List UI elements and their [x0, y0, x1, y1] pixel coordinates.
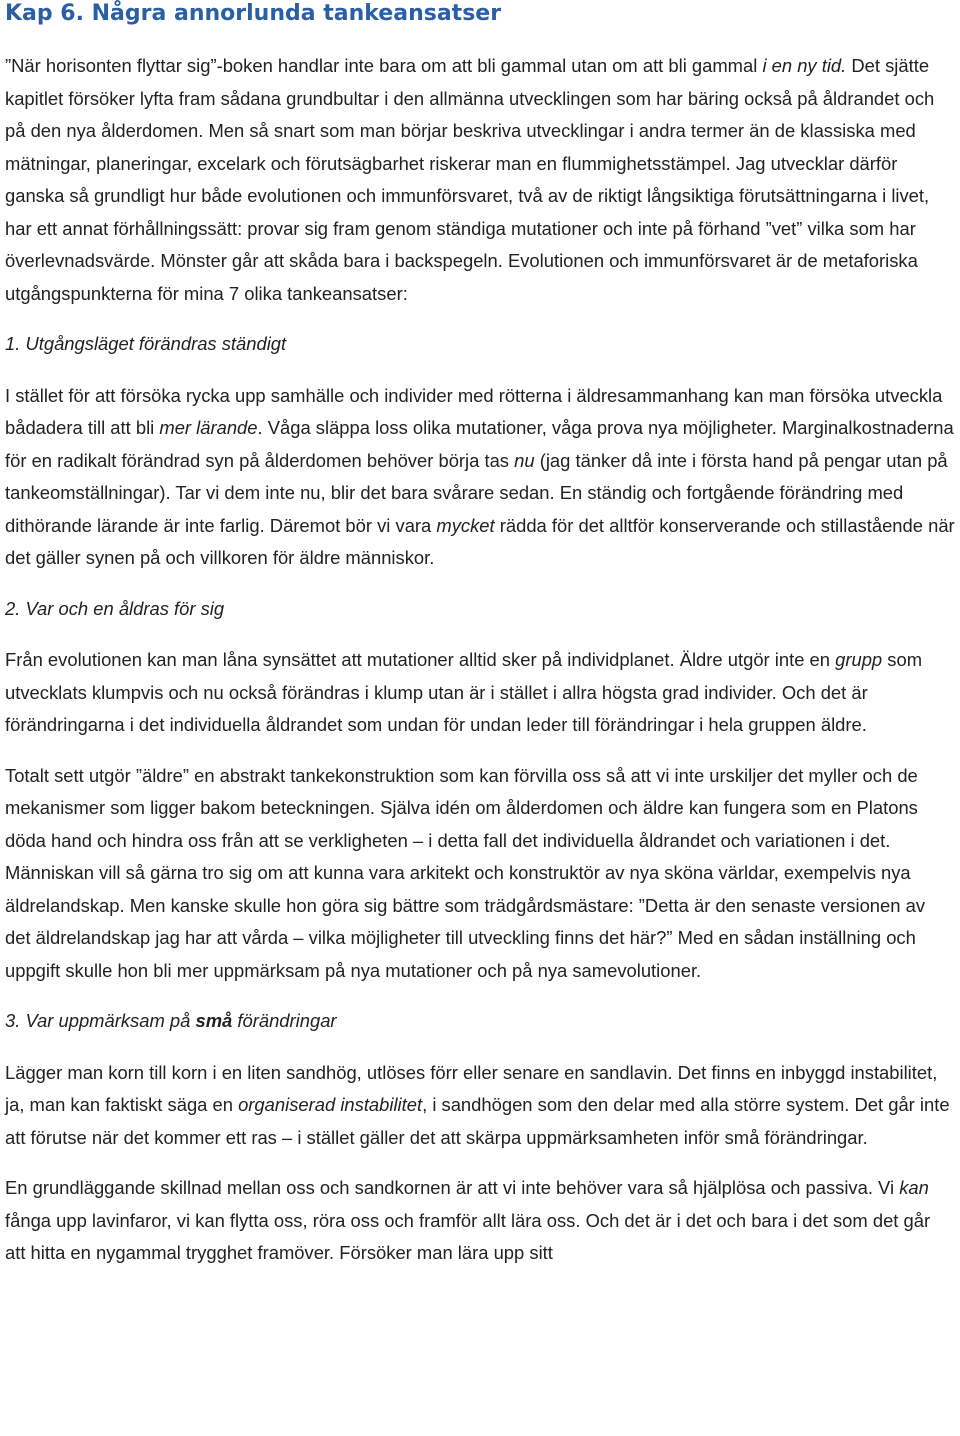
s3-emphasis: organiserad instabilitet: [238, 1094, 423, 1115]
intro-text-start: ”När horisonten flyttar sig”-boken handlar inte bara om att bli gammal utan om att bli gammal: [5, 55, 763, 76]
s2-emphasis: grupp: [835, 649, 883, 670]
s3-heading-c: förändringar: [232, 1010, 337, 1031]
s3-heading-bold: små: [195, 1010, 233, 1031]
s1-text-a: I stället för att försöka rycka upp samhälle och individer med rötterna i äldresammanhang kan man försöka utveckla bådadera till att bli: [5, 384, 943, 438]
section-2-heading: 2. Var och en åldras för sig: [5, 597, 225, 619]
chapter-title: Kap 6. Några annorlunda tankeansatser: [5, 1, 502, 26]
section-2-paragraph-2: Totalt sett utgör ”äldre” en abstrakt tankekonstruktion som kan förvilla oss så att vi inte urskiljer det myller och de mekanismer som ligger bakom beteckningen. Själva idén om ålderdomen och äldre kan fungera som en Platons döda hand och hindra oss från att se verkligheten – i detta fall det individuella åldrandet och variationen i det. Människan vill så gärna tro sig om att kunna vara arkitekt och konstruktör av nya sköna världar, exempelvis nya äldrelandskap. Men kanske skulle hon göra sig bättre som trädgårdsmästare: ”Detta är den senaste versionen av det äldrelandskap jag har att vårda – vilka möjligheter till utveckling finns det här?” Med en sådan inställning och uppgift skulle hon bli mer uppmärksam på nya mutationer och på nya samevolutioner.: [5, 764, 926, 981]
s1-text-b: . Våga släppa loss olika mutationer, våga prova nya möjligheter. Marginalkostnaderna för en radikalt förändrad syn på ålderdomen behöver börja tas: [5, 417, 954, 471]
section-2-paragraph-1: [5, 644, 955, 742]
s1-emphasis-3: mycket: [436, 514, 495, 536]
s2-text-b: som utvecklats klumpvis och nu också förändras i klump utan är i stället i allra högsta grad individer. Och det är förändringarna i det individuella åldrandet som undan för undan leder till förändringar i hela gruppen äldre.: [5, 649, 923, 735]
s3-text-b: , i sandhögen som den delar med alla större system. Det går inte att förutse när det kommer ett ras – i stället gäller det att skärpa uppmärksamheten inför små förändringar.: [5, 1094, 950, 1148]
s3p2-text-b: fånga upp lavinfaror, vi kan flytta oss, röra oss och framför allt lära oss. Och det är i det och bara i det som det går att hitta en nygammal trygghet framöver. Försöker man lära upp sitt: [5, 1209, 931, 1263]
intro-text-rest: Det sjätte kapitlet försöker lyfta fram sådana grundbultar i den allmänna utvecklingen som har bäring också på åldrandet och på den nya ålderdomen. Men så snart som man börjar beskriva utvecklingar i andra termer än de klassiska med mätningar, planeringar, excelark och förutsägbarhet riskerar man en flummighetsstämpel. Jag utvecklar därför ganska så grundligt hur både evolutionen och immunförsvaret, två av de riktigt långsiktiga förutsättningarna i livet, har ett annat förhållningssätt: provar sig fram genom ständiga mutationer och inte på förhand ”vet” vilka som har överlevnadsvärde. Mönster går att skåda bara i backspegeln. Evolutionen och immunförsvaret är de metaforiska utgångspunkterna för mina 7 olika tankeansatser:: [5, 55, 935, 304]
document-page: [5, 0, 955, 1270]
section-3-heading: [5, 1005, 955, 1038]
s1-emphasis-1: mer lärande: [159, 417, 258, 438]
intro-paragraph: [5, 50, 955, 310]
s3p2-text-a: En grundläggande skillnad mellan oss och sandkornen är att vi inte behöver vara så hjälplösa och passiva. Vi: [5, 1177, 900, 1198]
s3-text-a: Lägger man korn till korn i en liten sandhög, utlöses förr eller senare en sandlavin. Det finns en inbyggd instabilitet, ja, man kan faktiskt säga en: [5, 1061, 938, 1115]
s1-text-d: rädda för det alltför konserverande och stillastående när det gäller synen på och villkoren för äldre människor.: [5, 514, 955, 568]
section-3-paragraph-1: [5, 1057, 955, 1155]
section-1-heading: 1. Utgångsläget förändras ständigt: [5, 333, 287, 354]
section-1-paragraph: [5, 380, 955, 575]
section-3-paragraph-2: [5, 1172, 955, 1270]
s1-text-c: (jag tänker då inte i första hand på pengar utan på tankeomställningar). Tar vi dem inte nu, blir det bara svårare sedan. En ständig och fortgående förändring med dithörande lärande är inte farlig. Däremot bör vi vara: [5, 449, 948, 536]
s3-heading-a: 3. Var uppmärksam på: [5, 1010, 196, 1031]
intro-emphasis: i en ny tid.: [762, 55, 847, 76]
s2-text-a: Från evolutionen kan man låna synsättet att mutationer alltid sker på individplanet. Äldre utgör inte en: [5, 649, 836, 670]
s3p2-emphasis: kan: [899, 1177, 929, 1198]
s1-emphasis-2: nu: [514, 449, 535, 471]
